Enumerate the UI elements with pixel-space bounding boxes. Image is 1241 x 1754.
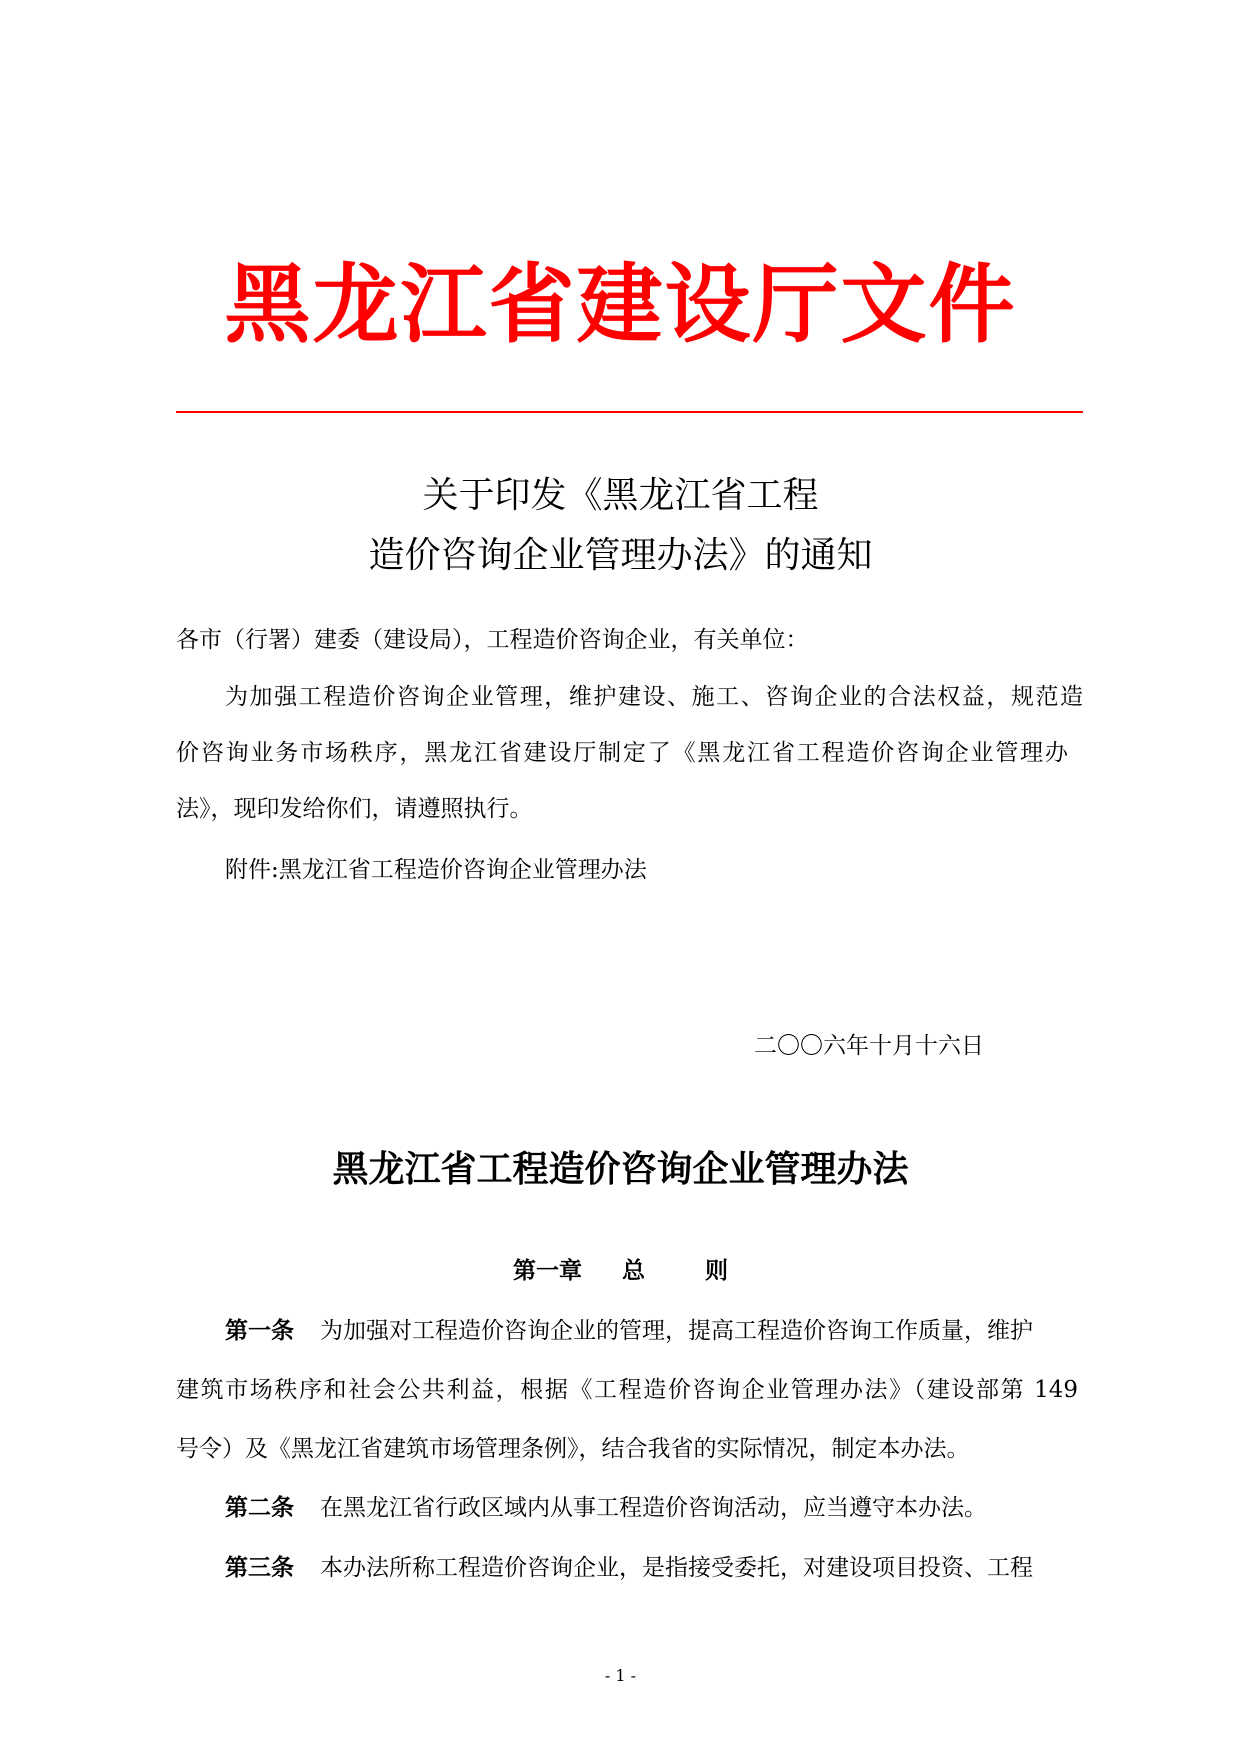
notice-body-line-1: 为加强工程造价咨询企业管理，维护建设、施工、咨询企业的合法权益，规范造 [225, 684, 1083, 710]
notice-body-line-3: 法》，现印发给你们，请遵照执行。 [176, 796, 533, 822]
article-2-text-1: 在黑龙江省行政区域内从事工程造价咨询活动，应当遵守本办法。 [320, 1495, 987, 1521]
notice-body-line-2: 价咨询业务市场秩序，黑龙江省建设厅制定了《黑龙江省工程造价咨询企业管理办 [176, 740, 1068, 766]
chapter-name-part-2: 则 [705, 1258, 728, 1284]
notice-date: 二〇〇六年十月十六日 [754, 1033, 984, 1059]
article-2-label: 第二条 [225, 1495, 294, 1521]
page-number: - 1 - [604, 1666, 637, 1685]
regulation-title: 黑龙江省工程造价咨询企业管理办法 [332, 1149, 909, 1190]
addressee: 各市（行署）建委（建设局），工程造价咨询企业，有关单位： [176, 627, 809, 653]
notice-title-line-2: 造价咨询企业管理办法》的通知 [368, 535, 873, 576]
attachment-note: 附件:黑龙江省工程造价咨询企业管理办法 [225, 857, 647, 883]
article-1-text-1: 为加强对工程造价咨询企业的管理，提高工程造价咨询工作质量，维护 [320, 1318, 1033, 1344]
article-2-line-1 [225, 1492, 987, 1524]
article-1-line-1 [225, 1315, 1033, 1347]
chapter-heading [0, 1255, 1241, 1287]
article-1-label: 第一条 [225, 1318, 294, 1344]
article-3-line-1 [225, 1552, 1033, 1584]
red-divider-line [176, 411, 1083, 413]
chapter-name-part-1: 总 [622, 1258, 645, 1284]
chapter-number: 第一章 [513, 1258, 582, 1284]
notice-title-line-1: 关于印发《黑龙江省工程 [422, 475, 819, 516]
masthead-title: 黑龙江省建设厅文件 [224, 255, 1017, 355]
article-3-text-1: 本办法所称工程造价咨询企业，是指接受委托，对建设项目投资、工程 [320, 1555, 1033, 1581]
article-1-line-3: 号令）及《黑龙江省建筑市场管理条例》，结合我省的实际情况，制定本办法。 [176, 1436, 970, 1462]
article-3-label: 第三条 [225, 1555, 294, 1581]
article-1-line-2: 建筑市场秩序和社会公共利益，根据《工程造价咨询企业管理办法》（建设部第 149 [176, 1377, 1078, 1403]
